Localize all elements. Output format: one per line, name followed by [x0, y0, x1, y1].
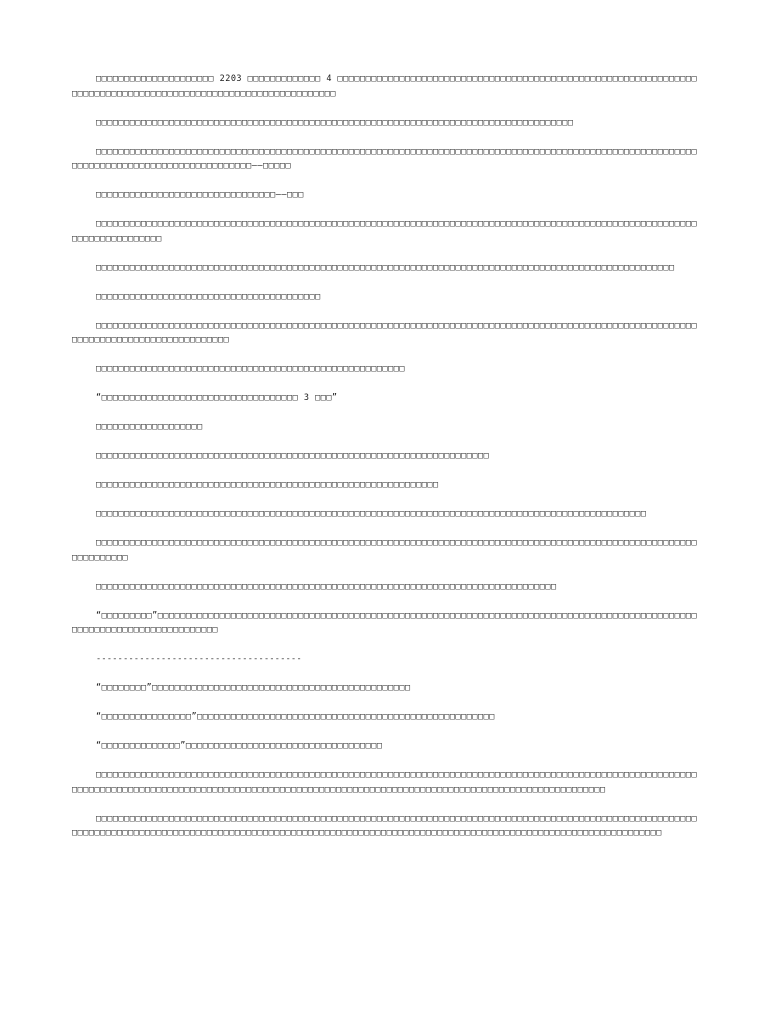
paragraph-15: □□□□□□□□□□□□□□□□□□□□□□□□□□□□□□□□□□□□□□□□□□□□□□□□□□□□□□□□□□□□□□□□□□□□□□□□□□□□□□□□□□□□□□□□□□□□□□□□□□□□□□□□□□□□□□□□□□□□□	[72, 538, 698, 563]
paragraph-6: □□□□□□□□□□□□□□□□□□□□□□□□□□□□□□□□□□□□□□□□□□□□□□□□□□□□□□□□□□□□□□□□□□□□□□□□□□□□□□□□□□□□□□□□□□□□□□□□□□□□□□□	[96, 262, 675, 273]
closing-paragraph-1: □□□□□□□□□□□□□□□□□□□□□□□□□□□□□□□□□□□□□□□□□□□□□□□□□□□□□□□□□□□□□□□□□□□□□□□□□□□□□□□□□□□□□□□□□□□□□□□□□□□□□□□□□□□□□□□□□□□□□□□□□□□□□□□□□□□□□□□□□□□□□□□□□□□□□□□□□□□□□□□□□□□□□□□□□□□□□□□□□□□□□□□□□□□□□□□□□□□□□□□□□□	[72, 770, 698, 795]
quoted-paragraph-17: “□□□□□□□□□”□□□□□□□□□□□□□□□□□□□□□□□□□□□□□□□□□□□□□□□□□□□□□□□□□□□□□□□□□□□□□□□□□□□□□□□□□□□□□□□□□□□□□□□□□□□□□□□□□□□□□□□□□□□□□□□□□□□□□□□□□□	[72, 610, 698, 635]
paragraph-2: □□□□□□□□□□□□□□□□□□□□□□□□□□□□□□□□□□□□□□□□□□□□□□□□□□□□□□□□□□□□□□□□□□□□□□□□□□□□□□□□□□□□□	[96, 117, 574, 128]
document-page	[72, 72, 698, 855]
paragraph-1: □□□□□□□□□□□□□□□□□□□□□ 2203 □□□□□□□□□□□□□ 4 □□□□□□□□□□□□□□□□□□□□□□□□□□□□□□□□□□□□□□□□□□□□□□□□□□□□□□□□□□□□□□□□□□□□□□□□□□□□□□□□□□□□□□□□□□□□□□□□□□□□□□□□□□□□□□□	[72, 74, 698, 99]
paragraph-11: □□□□□□□□□□□□□□□□□□□	[96, 422, 203, 432]
paragraph-16: □□□□□□□□□□□□□□□□□□□□□□□□□□□□□□□□□□□□□□□□□□□□□□□□□□□□□□□□□□□□□□□□□□□□□□□□□□□□□□□□□□	[96, 581, 557, 592]
paragraph-8: □□□□□□□□□□□□□□□□□□□□□□□□□□□□□□□□□□□□□□□□□□□□□□□□□□□□□□□□□□□□□□□□□□□□□□□□□□□□□□□□□□□□□□□□□□□□□□□□□□□□□□□□□□□□□□□□□□□□□□□□□□□□□□□□□□□□□□□	[72, 320, 698, 345]
paragraph-4: □□□□□□□□□□□□□□□□□□□□□□□□□□□□□□□□——□□□	[96, 190, 304, 200]
quote-line-1: “□□□□□□□□”□□□□□□□□□□□□□□□□□□□□□□□□□□□□□□□□□□□□□□□□□□□□□□	[96, 683, 411, 693]
paragraph-14: □□□□□□□□□□□□□□□□□□□□□□□□□□□□□□□□□□□□□□□□□□□□□□□□□□□□□□□□□□□□□□□□□□□□□□□□□□□□□□□□□□□□□□□□□□□□□□□□□□	[96, 509, 647, 519]
paragraph-5: □□□□□□□□□□□□□□□□□□□□□□□□□□□□□□□□□□□□□□□□□□□□□□□□□□□□□□□□□□□□□□□□□□□□□□□□□□□□□□□□□□□□□□□□□□□□□□□□□□□□□□□□□□□□□□□□□□□□□□□□□□□	[72, 219, 698, 244]
quoted-paragraph-10: “□□□□□□□□□□□□□□□□□□□□□□□□□□□□□□□□□□□ 3 □□□”	[96, 393, 338, 403]
closing-paragraph-2: □□□□□□□□□□□□□□□□□□□□□□□□□□□□□□□□□□□□□□□□□□□□□□□□□□□□□□□□□□□□□□□□□□□□□□□□□□□□□□□□□□□□□□□□□□□□□□□□□□□□□□□□□□□□□□□□□□□□□□□□□□□□□□□□□□□□□□□□□□□□□□□□□□□□□□□□□□□□□□□□□□□□□□□□□□□□□□□□□□□□□□□□□□□□□□□□□□□□□□□□□□□□□□□□□□□□	[72, 813, 698, 838]
quote-line-3: “□□□□□□□□□□□□□□”□□□□□□□□□□□□□□□□□□□□□□□□□□□□□□□□□□□	[96, 741, 383, 751]
paragraph-3: □□□□□□□□□□□□□□□□□□□□□□□□□□□□□□□□□□□□□□□□□□□□□□□□□□□□□□□□□□□□□□□□□□□□□□□□□□□□□□□□□□□□□□□□□□□□□□□□□□□□□□□□□□□□□□□□□□□□□□□□□□□□□□□□□□□□□□□□□□□——□□□□□	[72, 146, 698, 171]
paragraph-7: □□□□□□□□□□□□□□□□□□□□□□□□□□□□□□□□□□□□□□□□	[96, 291, 321, 302]
quote-line-2: “□□□□□□□□□□□□□□□□”□□□□□□□□□□□□□□□□□□□□□□□□□□□□□□□□□□□□□□□□□□□□□□□□□□□□□	[96, 712, 495, 722]
section-divider: --------------------------------------	[96, 654, 302, 664]
paragraph-12: □□□□□□□□□□□□□□□□□□□□□□□□□□□□□□□□□□□□□□□□□□□□□□□□□□□□□□□□□□□□□□□□□□□□□□	[96, 451, 490, 461]
paragraph-9: □□□□□□□□□□□□□□□□□□□□□□□□□□□□□□□□□□□□□□□□□□□□□□□□□□□□□□□	[96, 364, 405, 374]
paragraph-13: □□□□□□□□□□□□□□□□□□□□□□□□□□□□□□□□□□□□□□□□□□□□□□□□□□□□□□□□□□□□□	[96, 480, 439, 490]
